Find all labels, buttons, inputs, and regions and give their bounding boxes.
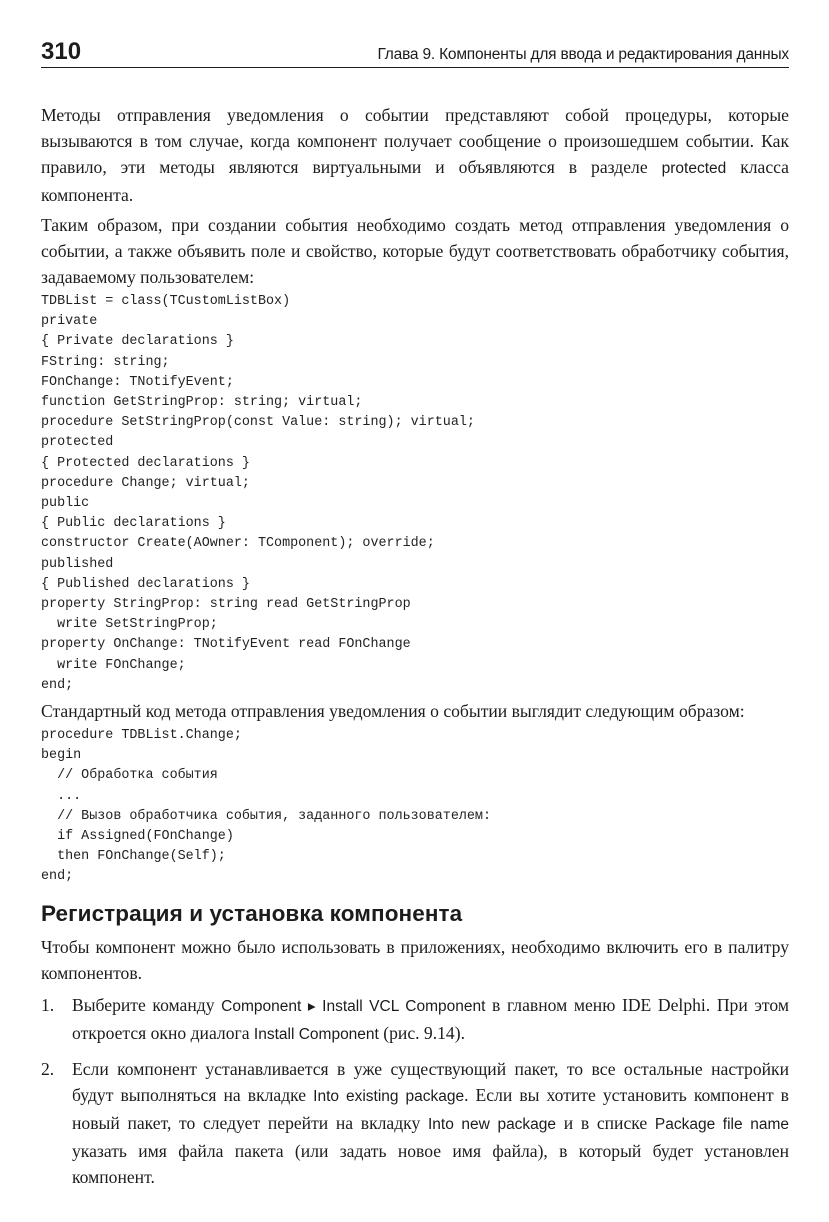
code-listing-class-declaration: TDBList = class(TCustomListBox) private { Private declarations } FString: string; FOnChange: TNotifyEvent; function GetStringProp: string; virtual; procedure SetStringProp(const Value: string); virtual; protected { Protected declarations } procedure Change; virtual; public { Public declarations } constructor Create(AOwner: TComponent); override; published { Published declarations } property StringProp: string read GetStringProp write SetStringProp; property OnChange: TNotifyEvent read FOnChange write FOnChange; end; [41, 294, 475, 693]
numbered-steps [41, 992, 789, 1190]
keyword-protected: protected [661, 160, 727, 177]
paragraph-notification-methods [41, 102, 789, 208]
step-text-part: . Если вы хотите установить компонент в новый пакет, то следует перейти на вкладку [72, 1084, 789, 1133]
paragraph-text: Методы отправления уведомления о событии представляют собой процедуры, которые вызываются в том случае, когда компонент получает сообщение о произошедшем событии. Как правило, эти методы являются виртуальными и объявляются в разделе [41, 105, 789, 177]
tab-name-new-package: Into new package [427, 1115, 557, 1133]
step-item [41, 992, 789, 1048]
paragraph-text: класса компонента. [41, 157, 789, 205]
menu-command: Component ▸ Install VCL Component [221, 997, 486, 1015]
field-name-package-file: Package file name [654, 1115, 789, 1133]
page-header [41, 38, 789, 68]
step-text [72, 1056, 789, 1190]
paragraph-palette: Чтобы компонент можно было использовать в приложениях, необходимо включить его в палитру компонентов. [41, 936, 789, 983]
step-text-part: в главном меню IDE Delphi. При этом откроется окно диалога [72, 994, 789, 1043]
dialog-name: Install Component [253, 1025, 379, 1043]
paragraph-create-event: Таким образом, при создании события необходимо создать метод отправления уведомления о событии, а также объявить поле и свойство, которые будут соответствовать обработчику события, задаваемому пользователем: [41, 215, 789, 287]
step-text [72, 992, 789, 1048]
page-number: 310 [41, 38, 82, 65]
step-text-part: (рис. 9.14). [378, 1022, 465, 1043]
step-number: 1. [41, 994, 55, 1015]
code-listing-change-method: procedure TDBList.Change; begin // Обработка события ... // Вызов обработчика события, заданного пользователем: if Assigned(FOnChange) then FOnChange(Self); end; [41, 728, 491, 885]
step-text-part: Выберите команду [72, 994, 222, 1015]
section-heading: Регистрация и установка компонента [41, 900, 463, 926]
book-page [41, 38, 789, 1198]
tab-name-existing-package: Into existing package [313, 1087, 465, 1105]
step-text-part: указать имя файла пакета (или задать новое имя файла), в который будет установлен компонент. [72, 1140, 789, 1187]
paragraph-standard-code: Стандартный код метода отправления уведомления о событии выглядит следующим образом: [41, 701, 745, 722]
step-item [41, 1056, 789, 1190]
running-head: Глава 9. Компоненты для ввода и редактирования данных [377, 46, 789, 63]
step-text-part: Если компонент устанавливается в уже существующий пакет, то все остальные настройки будут выполняться на вкладке [72, 1058, 789, 1105]
step-text-part: и в списке [556, 1112, 655, 1133]
step-number: 2. [41, 1058, 55, 1079]
